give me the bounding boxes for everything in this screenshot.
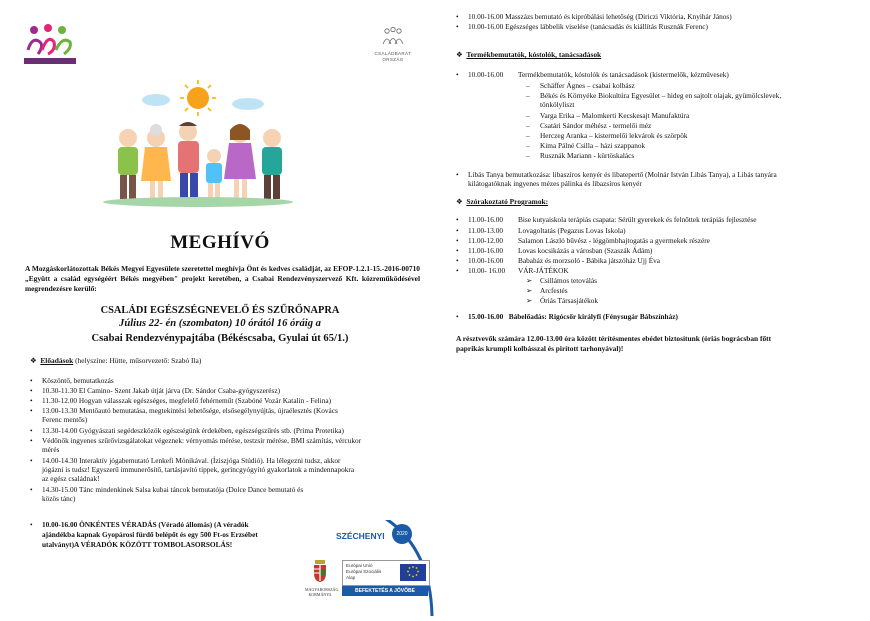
list-item-cont: jógázni is tudsz! Egyszerű immunerősítő, tartásjavító tippek, gerincgyógyító gyakorlatok a mindennapokra (42, 465, 355, 474)
dash-icon: – (526, 151, 530, 160)
bullet-icon: • (456, 22, 459, 31)
program-time: 10.00- 16.00 (468, 266, 506, 275)
eu-label-3: Alap (346, 574, 356, 580)
csaladbarat-logo (358, 26, 428, 64)
list-item: 13.30-14.00 Gyógyászati segédeszközök egészségünk érdekében, egészségszűrés stb. (Prima Protetika) (42, 426, 344, 435)
event-date (0, 318, 440, 329)
bullet-icon: • (30, 406, 33, 415)
list-item: Védőnők ingyenes szűrővizsgálatokat végeznek: vérnyomás mérése, testzsír mérése, BMI számítás, vércukor (42, 436, 362, 445)
szorakoztato-title: Szórakoztató Programok: (466, 197, 549, 206)
dash-icon: – (526, 81, 530, 90)
dash-icon: – (526, 141, 530, 150)
bullet-icon: • (456, 312, 459, 321)
szechenyi-label: SZÉCHENYI (336, 531, 385, 541)
event-name: CSALÁDI EGÉSZSÉGNEVELŐ ÉS SZŰRŐNAPRA (100, 305, 340, 316)
termekbemutatok-title: Termékbemutatók, kóstolók, tanácsadások (466, 50, 602, 59)
sub-item: Csillámos tetoválás (540, 276, 597, 285)
program-text: Salamon László bűvész - léggömbhajtogatás a gyermekek részére (518, 236, 710, 245)
libas-line-1: Libás Tanya bemutatkozása: libaszíros kenyér és libatepertő (Molnár István Libás Tanya), a Libás tanyára (468, 170, 777, 179)
bullet-icon: • (30, 426, 33, 435)
veradas-line: utalványt)A VÉRADÓK KÖZÖTT TOMBOLASORSOLÁS! (42, 540, 233, 549)
szechenyi-year-badge: 2020 (392, 524, 412, 544)
program-text: VÁR-JÁTÉKOK (518, 266, 569, 275)
vendor-item: Kima Pálné Csilla – házi szappanok (540, 141, 646, 150)
bullet-icon: • (30, 485, 33, 494)
szorakoztato-list (456, 215, 856, 315)
veradas-line: 10.00-16.00 ÖNKÉNTES VÉRADÁS (Véradó állomás) (A véradók (42, 520, 249, 529)
government-crest (305, 560, 339, 597)
list-item: 10.00-16.00 Masszázs bemutató és kipróbálási lehetőség (Diriczi Viktória, Knyihár János) (468, 12, 732, 21)
list-item-cont: az egész családnak! (42, 474, 100, 483)
bullet-icon: • (30, 520, 33, 529)
vendor-item: Csatári Sándor méhész - termelői méz (540, 121, 652, 130)
bullet-icon: • (456, 70, 459, 79)
program-text: Babaház és morzsoló - Bábika játszóház Ujj Éva (518, 256, 661, 265)
dash-icon: – (526, 91, 530, 100)
diamond-bullet-icon: ❖ (456, 197, 463, 206)
list-item: 14.30-15.00 Tánc mindenkinek Salsa kubai táncok bemutatója (Dolce Dance bemutató és (42, 485, 304, 494)
event-place: Csabai Rendezvénypajtába (Békéscsaba, Gyulai út 65/1.) (91, 333, 349, 344)
bullet-icon: • (456, 246, 459, 255)
eu-label-1: Európai Unió (346, 563, 373, 568)
libas-line-2: kilátogatóknak ingyenes mézes pálinka és libazsíros kenyér (468, 179, 642, 188)
dash-icon: – (526, 111, 530, 120)
family-house-icon (378, 26, 408, 46)
bullet-icon: • (456, 256, 459, 265)
list-item-cont: mérés (42, 445, 60, 454)
szechenyi-2020-badge (305, 520, 436, 616)
sub-item: Arcfestés (540, 286, 568, 295)
eloadasok-subtitle: (helyszíne: Hütte, műsorvezető: Szabó Ila) (73, 356, 202, 365)
termek-intro: Termékbemutatók, kóstolók és tanácsadások (kistermelők, kézművesek) (518, 70, 729, 79)
sun-icon (180, 80, 216, 116)
bullet-icon: • (456, 12, 459, 21)
list-item: Köszöntő, bemutatkozás (42, 376, 114, 385)
termekbemutatok-heading (456, 50, 601, 59)
closing-line-2: paprikás krumpli kolbásszal és pirított tarhonyával)! (456, 344, 624, 353)
logo-caption-2: ORSZÁG (382, 56, 404, 62)
program-text: Bise kutyaiskola terápiás csapata: Sérült gyerekek és felnőttek terápiás fejlesztése (518, 215, 757, 224)
slogan-bar: BEFEKTETÉS A JÖVŐBE (342, 586, 428, 596)
diamond-bullet-icon: ❖ (30, 356, 37, 365)
eu-label-2: Európai Szociális (346, 568, 382, 574)
arrow-icon: ➢ (526, 296, 533, 305)
vendor-item: Varga Erika – Malomkerti Kecskesajt Manufaktúra (540, 111, 690, 120)
intro-paragraph: A Mozgáskorlátozottak Békés Megyei Egyesülete szeretettel meghívja Önt és kedves családját, az EFOP-1.2.1-15.-2016-00710 „Együtt a család egységéért Békés megyében" projekt keretében, a Csabai Rendezvényszervező Kft. közreműködésével megrendezésre kerülő: (25, 264, 420, 293)
program-text: Lovagoltatás (Pegazus Lovas Iskola) (518, 226, 626, 235)
bullet-icon: • (456, 266, 459, 275)
bullet-icon: • (456, 226, 459, 235)
program-time: 11.00-16.00 (468, 215, 503, 224)
bullet-icon: • (30, 396, 33, 405)
bullet-icon: • (456, 170, 459, 179)
vendor-item: Herczeg Aranka – kistermelői lekvárok és szörpök (540, 131, 688, 140)
program-text: Lovas kocsikázás a városban (Szaszák Ádám) (518, 246, 653, 255)
vendor-item-cont: tönkölyliszt (540, 100, 575, 109)
gov-caption-1: MAGYARORSZÁG (305, 587, 339, 592)
event-date-text: Július 22- én (szombaton) 10 órától 16 óráig a (119, 318, 321, 329)
eu-flag-icon (400, 564, 426, 581)
family-illustration (98, 80, 303, 210)
list-item: 14.00-14.30 Interaktív jógabemutató Lenkefi Mónikával. (Íziszjóga Stúdió). Ha lélegezni tudsz, akkor (42, 456, 341, 465)
bullet-icon: • (456, 215, 459, 224)
eloadasok-title: Előadások (40, 356, 74, 365)
diamond-bullet-icon: ❖ (456, 50, 463, 59)
program-time: 10.00-16.00 (468, 256, 504, 265)
arrow-icon: ➢ (526, 276, 533, 285)
bullet-icon: • (456, 236, 459, 245)
bullet-icon: • (30, 376, 33, 385)
association-logo (22, 20, 78, 66)
veradas-line: ajándékba kapnak Gyopárosi fürdő belépőt és egy 500 Ft-os Erzsébet (42, 530, 258, 539)
bullet-icon: • (30, 436, 33, 445)
list-item: 10.00-16.00 Egészséges lábbelik viselése (tanácsadás és kiállítás Rusznák Ferenc) (468, 22, 708, 31)
termekbemutatok-list (456, 70, 856, 170)
eloadasok-heading (30, 356, 201, 365)
eu-fund-box (342, 560, 430, 586)
page-title: MEGHÍVÓ (170, 232, 270, 253)
list-item: 10.30-11.30 El Camino- Szent Jakab útját járva (Dr. Sándor Csaba-gyógyszerész) (42, 386, 281, 395)
vendor-item: Rusznák Mariann - kürtöskalács (540, 151, 635, 160)
coat-of-arms-icon (312, 560, 328, 582)
gov-caption-2: KORMÁNYA (308, 592, 332, 597)
arrow-icon: ➢ (526, 286, 533, 295)
list-item-cont: közös tánc) (42, 494, 76, 503)
closing-note (456, 334, 856, 354)
szorakoztato-heading (456, 197, 548, 206)
program-time: 11.00-12.00 (468, 236, 503, 245)
bullet-icon: • (30, 456, 33, 465)
list-item: 11.30-12.00 Hogyan válasszak egészséges, megfelelő fehérneműt (Szabóné Vozár Katalin - Felina) (42, 396, 332, 405)
logo-caption-1: CSALÁDBARÁT (374, 51, 412, 56)
termek-time: 10.00-16.00 (468, 70, 504, 79)
list-item-cont: Ferenc mentős) (42, 415, 88, 424)
dash-icon: – (526, 131, 530, 140)
bullet-icon: • (30, 386, 33, 395)
closing-line-1: A résztvevők számára 12.00-13.00 óra között térítésmentes ebédet biztosítunk (óriás bográcsban főtt (456, 334, 772, 343)
program-time: 11.00-13.00 (468, 226, 503, 235)
sub-item: Óriás Társasjátékok (540, 296, 599, 305)
babelo-text: 15.00-16.00 Bábelőadás: Rigócsőr királyfi (Fénysugár Bábszínház) (468, 312, 678, 321)
vendor-item: Schäffer Ágnes – csabai kolbász (540, 81, 635, 90)
dash-icon: – (526, 121, 530, 130)
vendor-item: Békés és Környéke Biokultúra Egyesület – hideg en sajtolt olajak, gyümölcslevek, (540, 91, 782, 100)
list-item: 13.00-13.30 Mentőautó bemutatása, megtekintési lehetősége, elsősegélynyújtás, újraélesztés (Kovács (42, 406, 338, 415)
program-time: 11.00-16.00 (468, 246, 503, 255)
